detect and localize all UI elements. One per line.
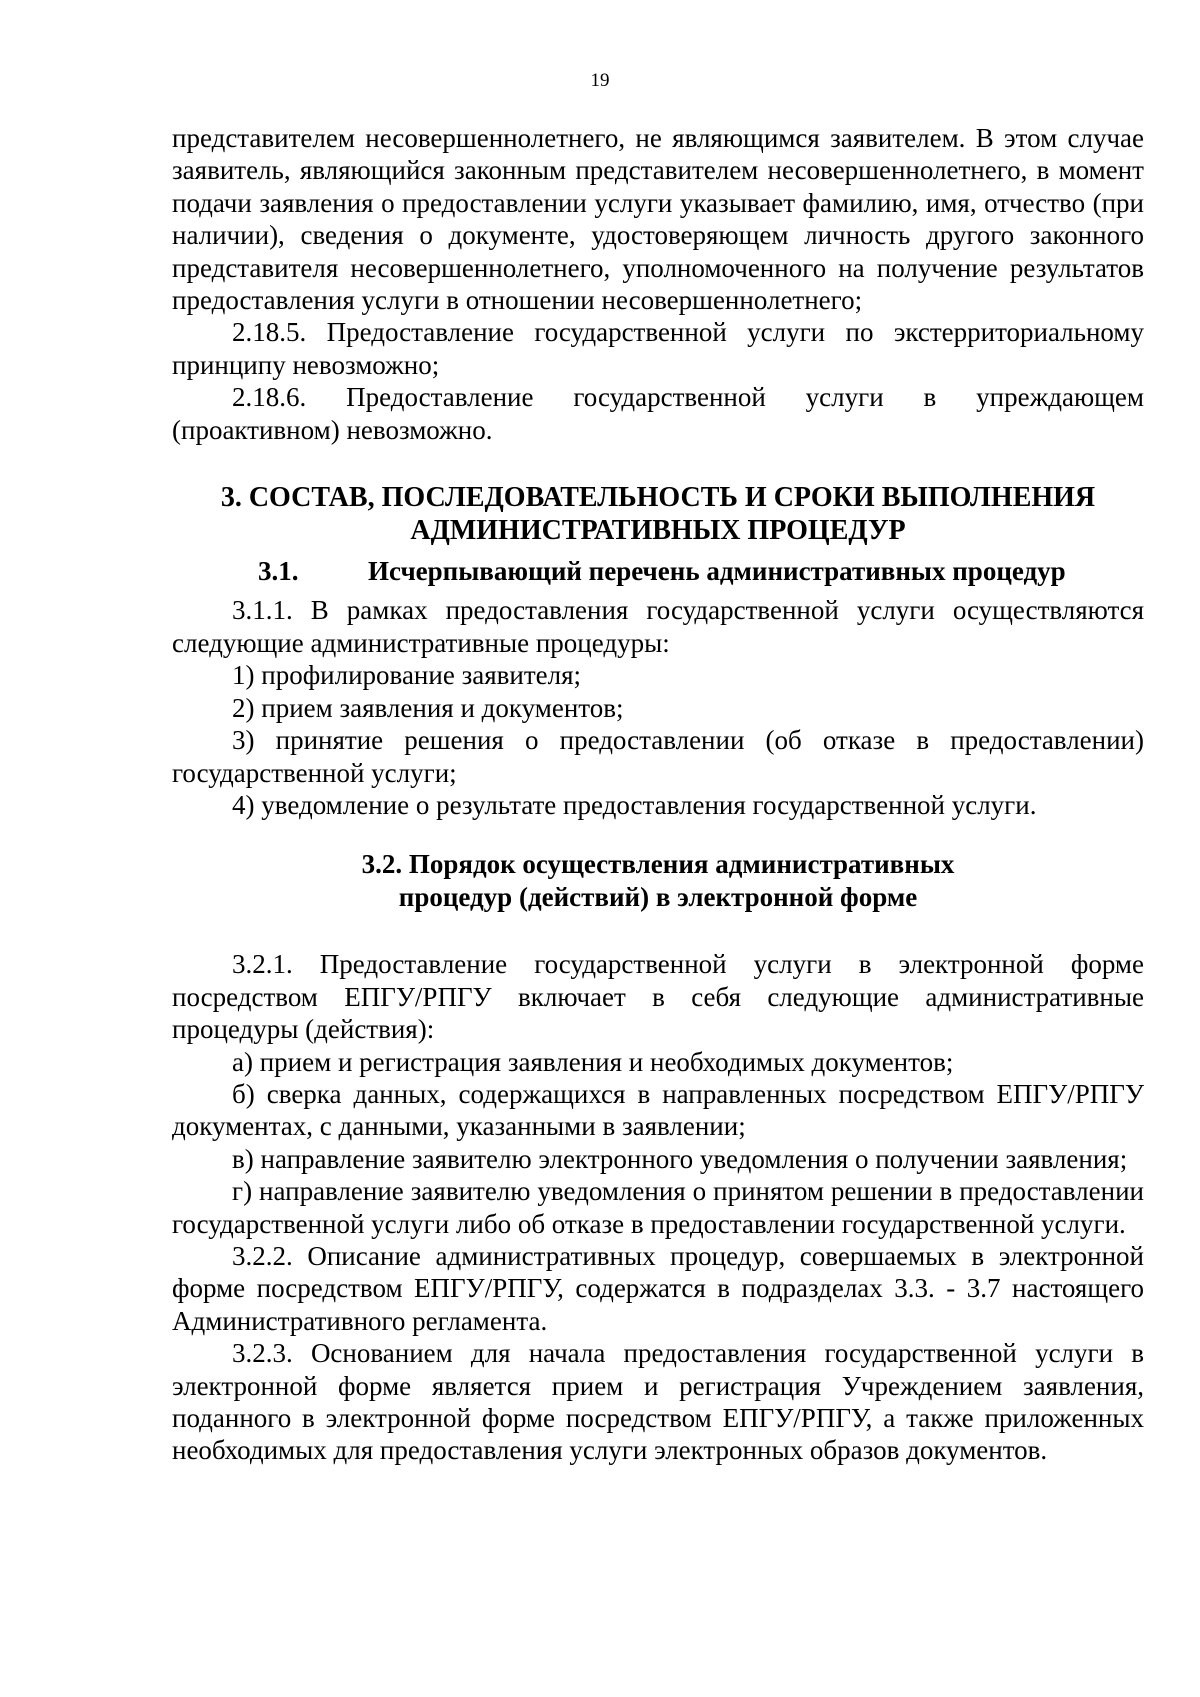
- subsection-3-1-number: 3.1.: [258, 556, 299, 587]
- subsection-3-1-title: Исчерпывающий перечень административных процедур: [368, 556, 1066, 587]
- section-3-heading-line2: АДМИНИСТРАТИВНЫХ ПРОЦЕДУР: [410, 515, 906, 547]
- paragraph-2-18-5: 2.18.5. Предоставление государственной услуги по экстерриториальному принципу невозможно;: [172, 317, 1144, 380]
- paragraph-2-18-6: 2.18.6. Предоставление государственной услуги в упреждающем (проактивном) невозможно.: [172, 382, 1144, 445]
- list-item-3-2-b: б) сверка данных, содержащихся в направленных посредством ЕПГУ/РПГУ документах, с данными, указанными в заявлении;: [172, 1078, 1144, 1142]
- list-item-3-2-g: г) направление заявителю уведомления о принятом решении в предоставлении государственной услуги либо об отказе в предоставлении государственной услуги.: [172, 1176, 1144, 1239]
- paragraph-3-1-1: 3.1.1. В рамках предоставления государственной услуги осуществляются следующие административные процедуры:: [172, 595, 1144, 658]
- subsection-3-2-heading-line2: процедур (действий) в электронной форме: [398, 882, 918, 913]
- list-item-3-1-2: 2) прием заявления и документов;: [232, 692, 624, 723]
- list-item-3-1-4: 4) уведомление о результате предоставления государственной услуги.: [232, 789, 1037, 820]
- page-body: [172, 122, 1144, 1467]
- paragraph-3-2-1: 3.2.1. Предоставление государственной услуги в электронной форме посредством ЕПГУ/РПГУ включает в себя следующие административные процедуры (действия):: [172, 949, 1144, 1045]
- section-3-heading: [172, 481, 1144, 547]
- page-number: 19: [590, 70, 610, 91]
- paragraph-3-2-3: 3.2.3. Основанием для начала предоставления государственной услуги в электронной форме является прием и регистрация Учреждением заявления, поданного в электронной форме посредством ЕПГУ/РПГУ, а также приложенных необходимых для предоставления услуги электронных образов документов.: [172, 1338, 1144, 1466]
- list-item-3-1-1: 1) профилирование заявителя;: [232, 660, 582, 691]
- subsection-3-2-heading: [172, 848, 1144, 914]
- list-item-3-2-a: а) прием и регистрация заявления и необходимых документов;: [232, 1046, 954, 1077]
- paragraph-3-2-2: 3.2.2. Описание административных процедур, совершаемых в электронной форме посредством ЕПГУ/РПГУ, содержатся в подразделах 3.3. - 3.7 настоящего Административного регламента.: [172, 1240, 1144, 1336]
- subsection-3-2-heading-line1: 3.2. Порядок осуществления административных: [361, 849, 955, 880]
- subsection-3-1-heading: [172, 555, 1144, 587]
- section-3-heading-line1: 3. СОСТАВ, ПОСЛЕДОВАТЕЛЬНОСТЬ И СРОКИ ВЫПОЛНЕНИЯ: [220, 482, 1096, 514]
- list-item-3-1-3: 3) принятие решения о предоставлении (об отказе в предоставлении) государственной услуги;: [172, 725, 1144, 788]
- paragraph-intro: представителем несовершеннолетнего, не являющимся заявителем. В этом случае заявитель, являющийся законным представителем несовершеннолетнего, в момент подачи заявления о предоставлении услуги указывает фамилию, имя, отчество (при наличии), сведения о документе, удостоверяющем личность другого законного представителя несовершеннолетнего, уполномоченного на получение результатов предоставления услуги в отношении несовершеннолетнего;: [172, 123, 1144, 316]
- list-item-3-2-v: в) направление заявителю электронного уведомления о получении заявления;: [232, 1143, 1128, 1174]
